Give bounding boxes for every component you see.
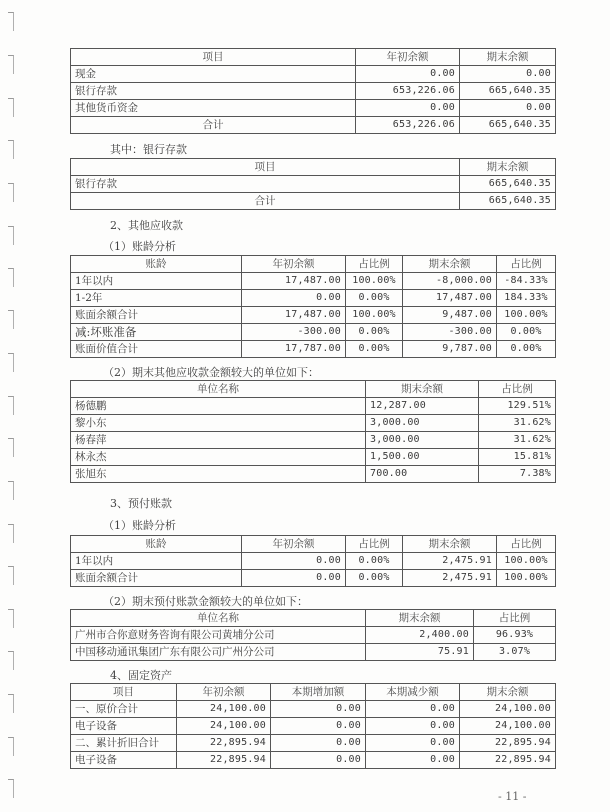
- section-title-fixed-assets: 4、固定资产: [110, 669, 172, 682]
- end-balance-cell: 0.00: [460, 100, 556, 117]
- increase-cell: 0.00: [271, 735, 366, 752]
- header-cell: 期末余额: [460, 159, 556, 176]
- binding-mark: [8, 140, 14, 159]
- bank-deposit-table: [70, 158, 556, 210]
- header-cell: 占比例: [346, 536, 403, 553]
- table-header-row: [71, 381, 556, 398]
- begin-balance-cell: -300.00: [242, 324, 346, 341]
- pct-cell: 129.51%: [479, 398, 556, 415]
- begin-balance-cell: 0.00: [242, 553, 346, 570]
- begin-balance-cell: 0.00: [242, 570, 346, 587]
- decrease-cell: 0.00: [366, 752, 460, 769]
- increase-cell: 0.00: [271, 718, 366, 735]
- binding-mark: [8, 268, 14, 287]
- begin-balance-cell: 0.00: [356, 66, 460, 83]
- item-cell: 现金: [71, 66, 356, 83]
- total-label: 合计: [71, 117, 356, 134]
- end-pct-cell: 100.00%: [497, 553, 556, 570]
- other-receivables-aging-table: [70, 255, 556, 358]
- total-label: 合计: [71, 193, 460, 210]
- subsection-title-aging: （1）账龄分析: [103, 240, 176, 253]
- header-cell: 本期减少额: [366, 684, 460, 701]
- binding-mark: [8, 396, 14, 415]
- table-row: [71, 341, 556, 358]
- end-balance-cell: 75.91: [366, 644, 474, 661]
- prepayments-aging-table: [70, 535, 556, 587]
- binding-mark: [8, 481, 14, 500]
- binding-mark: [8, 12, 14, 31]
- end-balance-cell: 2,475.91: [403, 553, 497, 570]
- end-balance-cell: 22,895.94: [460, 752, 556, 769]
- begin-pct-cell: 0.00%: [346, 324, 403, 341]
- table-row: [71, 273, 556, 290]
- entity-name-cell: 林永杰: [71, 449, 366, 466]
- increase-cell: 0.00: [271, 752, 366, 769]
- header-cell: 占比例: [497, 256, 556, 273]
- header-cell: 期末余额: [403, 256, 497, 273]
- item-cell: 其他货币资金: [71, 100, 356, 117]
- header-cell: 项目: [71, 159, 460, 176]
- total-end: 665,640.35: [460, 117, 556, 134]
- decrease-cell: 0.00: [366, 701, 460, 718]
- table-row: [71, 701, 556, 718]
- end-balance-cell: -300.00: [403, 324, 497, 341]
- end-pct-cell: 100.00%: [497, 570, 556, 587]
- header-cell: 期末余额: [460, 49, 556, 66]
- binding-mark: [8, 438, 14, 457]
- begin-balance-cell: 24,100.00: [177, 718, 271, 735]
- entity-name-cell: 黎小东: [71, 415, 366, 432]
- binding-mark: [8, 226, 14, 245]
- table-row: [71, 752, 556, 769]
- binding-mark: [8, 651, 14, 670]
- table-row: [71, 415, 556, 432]
- end-balance-cell: 9,487.00: [403, 307, 497, 324]
- large-prepayments-table: [70, 609, 556, 661]
- binding-mark: [8, 609, 14, 628]
- age-cell: 1年以内: [71, 553, 242, 570]
- cash-table: [70, 48, 556, 134]
- header-cell: 期末余额: [366, 610, 474, 627]
- table-row: [71, 307, 556, 324]
- pct-cell: 96.93%: [474, 627, 556, 644]
- header-cell: 年初余额: [356, 49, 460, 66]
- decrease-cell: 0.00: [366, 735, 460, 752]
- end-balance-cell: 665,640.35: [460, 176, 556, 193]
- binding-mark: [8, 98, 14, 117]
- begin-balance-cell: 17,487.00: [242, 273, 346, 290]
- begin-pct-cell: 0.00%: [346, 553, 403, 570]
- begin-balance-cell: 22,895.94: [177, 752, 271, 769]
- binding-mark: [8, 737, 14, 756]
- header-cell: 期末余额: [403, 536, 497, 553]
- end-pct-cell: 100.00%: [497, 307, 556, 324]
- header-cell: 单位名称: [71, 381, 366, 398]
- header-cell: 期末余额: [460, 684, 556, 701]
- subsection-title-aging: （1）账龄分析: [103, 519, 176, 532]
- total-end: 665,640.35: [460, 193, 556, 210]
- end-balance-cell: 3,000.00: [366, 432, 479, 449]
- increase-cell: 0.00: [271, 701, 366, 718]
- item-cell: 电子设备: [71, 718, 177, 735]
- binding-mark: [8, 694, 14, 713]
- begin-balance-cell: 0.00: [356, 100, 460, 117]
- header-cell: 单位名称: [71, 610, 366, 627]
- begin-pct-cell: 100.00%: [346, 307, 403, 324]
- table-row: [71, 432, 556, 449]
- begin-balance-cell: 17,787.00: [242, 341, 346, 358]
- entity-name-cell: 杨德鹏: [71, 398, 366, 415]
- table-row: [71, 570, 556, 587]
- table-total-row: [71, 117, 556, 134]
- table-header-row: [71, 256, 556, 273]
- table-row: [71, 735, 556, 752]
- table-header-row: [71, 684, 556, 701]
- end-balance-cell: 22,895.94: [460, 735, 556, 752]
- entity-name-cell: 杨春萍: [71, 432, 366, 449]
- header-cell: 年初余额: [242, 256, 346, 273]
- pct-cell: 7.38%: [479, 466, 556, 483]
- entity-name-cell: 张旭东: [71, 466, 366, 483]
- bank-section-title: 其中：银行存款: [110, 143, 187, 156]
- table-row: [71, 100, 556, 117]
- header-cell: 占比例: [497, 536, 556, 553]
- begin-pct-cell: 0.00%: [346, 570, 403, 587]
- pct-cell: 3.07%: [474, 644, 556, 661]
- table-header-row: [71, 49, 556, 66]
- table-row: [71, 553, 556, 570]
- item-cell: 银行存款: [71, 176, 460, 193]
- end-balance-cell: 9,787.00: [403, 341, 497, 358]
- table-row: [71, 176, 556, 193]
- end-balance-cell: 12,287.00: [366, 398, 479, 415]
- end-balance-cell: 1,500.00: [366, 449, 479, 466]
- begin-pct-cell: 100.00%: [346, 273, 403, 290]
- fixed-assets-table: [70, 683, 556, 769]
- header-cell: 项目: [71, 49, 356, 66]
- binding-mark: [8, 524, 14, 543]
- pct-cell: 31.62%: [479, 432, 556, 449]
- header-cell: 年初余额: [242, 536, 346, 553]
- table-row: [71, 466, 556, 483]
- total-begin: 653,226.06: [356, 117, 460, 134]
- table-row: [71, 627, 556, 644]
- header-cell: 占比例: [479, 381, 556, 398]
- item-cell: 银行存款: [71, 83, 356, 100]
- end-balance-cell: 665,640.35: [460, 83, 556, 100]
- item-cell: 二、累计折旧合计: [71, 735, 177, 752]
- section-title-prepayments: 3、预付账款: [110, 497, 172, 510]
- binding-mark: [8, 310, 14, 329]
- end-balance-cell: 3,000.00: [366, 415, 479, 432]
- header-cell: 本期增加额: [271, 684, 366, 701]
- end-pct-cell: 184.33%: [497, 290, 556, 307]
- binding-mark: [8, 779, 14, 798]
- subsection-title-large-prepayments: （2）期末预付账款金额较大的单位如下：: [103, 595, 308, 608]
- pct-cell: 15.81%: [479, 449, 556, 466]
- header-cell: 占比例: [474, 610, 556, 627]
- binding-mark: [8, 566, 14, 585]
- end-pct-cell: -84.33%: [497, 273, 556, 290]
- table-row: [71, 83, 556, 100]
- begin-balance-cell: 22,895.94: [177, 735, 271, 752]
- table-row: [71, 66, 556, 83]
- large-receivables-table: [70, 380, 556, 483]
- end-balance-cell: 17,487.00: [403, 290, 497, 307]
- begin-pct-cell: 0.00%: [346, 290, 403, 307]
- header-cell: 年初余额: [177, 684, 271, 701]
- table-header-row: [71, 536, 556, 553]
- end-balance-cell: -8,000.00: [403, 273, 497, 290]
- item-cell: 电子设备: [71, 752, 177, 769]
- end-balance-cell: 24,100.00: [460, 701, 556, 718]
- begin-balance-cell: 653,226.06: [356, 83, 460, 100]
- table-row: [71, 718, 556, 735]
- header-cell: 账龄: [71, 256, 242, 273]
- end-pct-cell: 0.00%: [497, 341, 556, 358]
- table-header-row: [71, 610, 556, 627]
- table-total-row: [71, 193, 556, 210]
- end-balance-cell: 24,100.00: [460, 718, 556, 735]
- header-cell: 账龄: [71, 536, 242, 553]
- header-cell: 占比例: [346, 256, 403, 273]
- header-cell: 项目: [71, 684, 177, 701]
- age-cell: 1-2年: [71, 290, 242, 307]
- end-balance-cell: 2,400.00: [366, 627, 474, 644]
- begin-balance-cell: 17,487.00: [242, 307, 346, 324]
- item-cell: 一、原价合计: [71, 701, 177, 718]
- table-row: [71, 324, 556, 341]
- entity-name-cell: 广州市合你意财务咨询有限公司黄埔分公司: [71, 627, 366, 644]
- age-cell: 账面余额合计: [71, 570, 242, 587]
- age-cell: 1年以内: [71, 273, 242, 290]
- header-cell: 期末余额: [366, 381, 479, 398]
- entity-name-cell: 中国移动通讯集团广东有限公司广州分公司: [71, 644, 366, 661]
- end-balance-cell: 2,475.91: [403, 570, 497, 587]
- table-row: [71, 644, 556, 661]
- begin-pct-cell: 0.00%: [346, 341, 403, 358]
- age-cell: 账面余额合计: [71, 307, 242, 324]
- table-row: [71, 290, 556, 307]
- binding-mark: [8, 55, 14, 74]
- table-header-row: [71, 159, 556, 176]
- begin-balance-cell: 24,100.00: [177, 701, 271, 718]
- binding-mark: [8, 183, 14, 202]
- table-row: [71, 398, 556, 415]
- binding-mark: [8, 353, 14, 372]
- section-title-other-receivables: 2、其他应收款: [110, 219, 183, 232]
- end-balance-cell: 0.00: [460, 66, 556, 83]
- age-cell: 账面价值合计: [71, 341, 242, 358]
- decrease-cell: 0.00: [366, 718, 460, 735]
- subsection-title-large-receivables: （2）期末其他应收款金额较大的单位如下：: [103, 366, 319, 379]
- page-number: - 11 -: [498, 790, 527, 803]
- pct-cell: 31.62%: [479, 415, 556, 432]
- age-cell: 减:坏账准备: [71, 324, 242, 341]
- begin-balance-cell: 0.00: [242, 290, 346, 307]
- table-row: [71, 449, 556, 466]
- end-pct-cell: 0.00%: [497, 324, 556, 341]
- end-balance-cell: 700.00: [366, 466, 479, 483]
